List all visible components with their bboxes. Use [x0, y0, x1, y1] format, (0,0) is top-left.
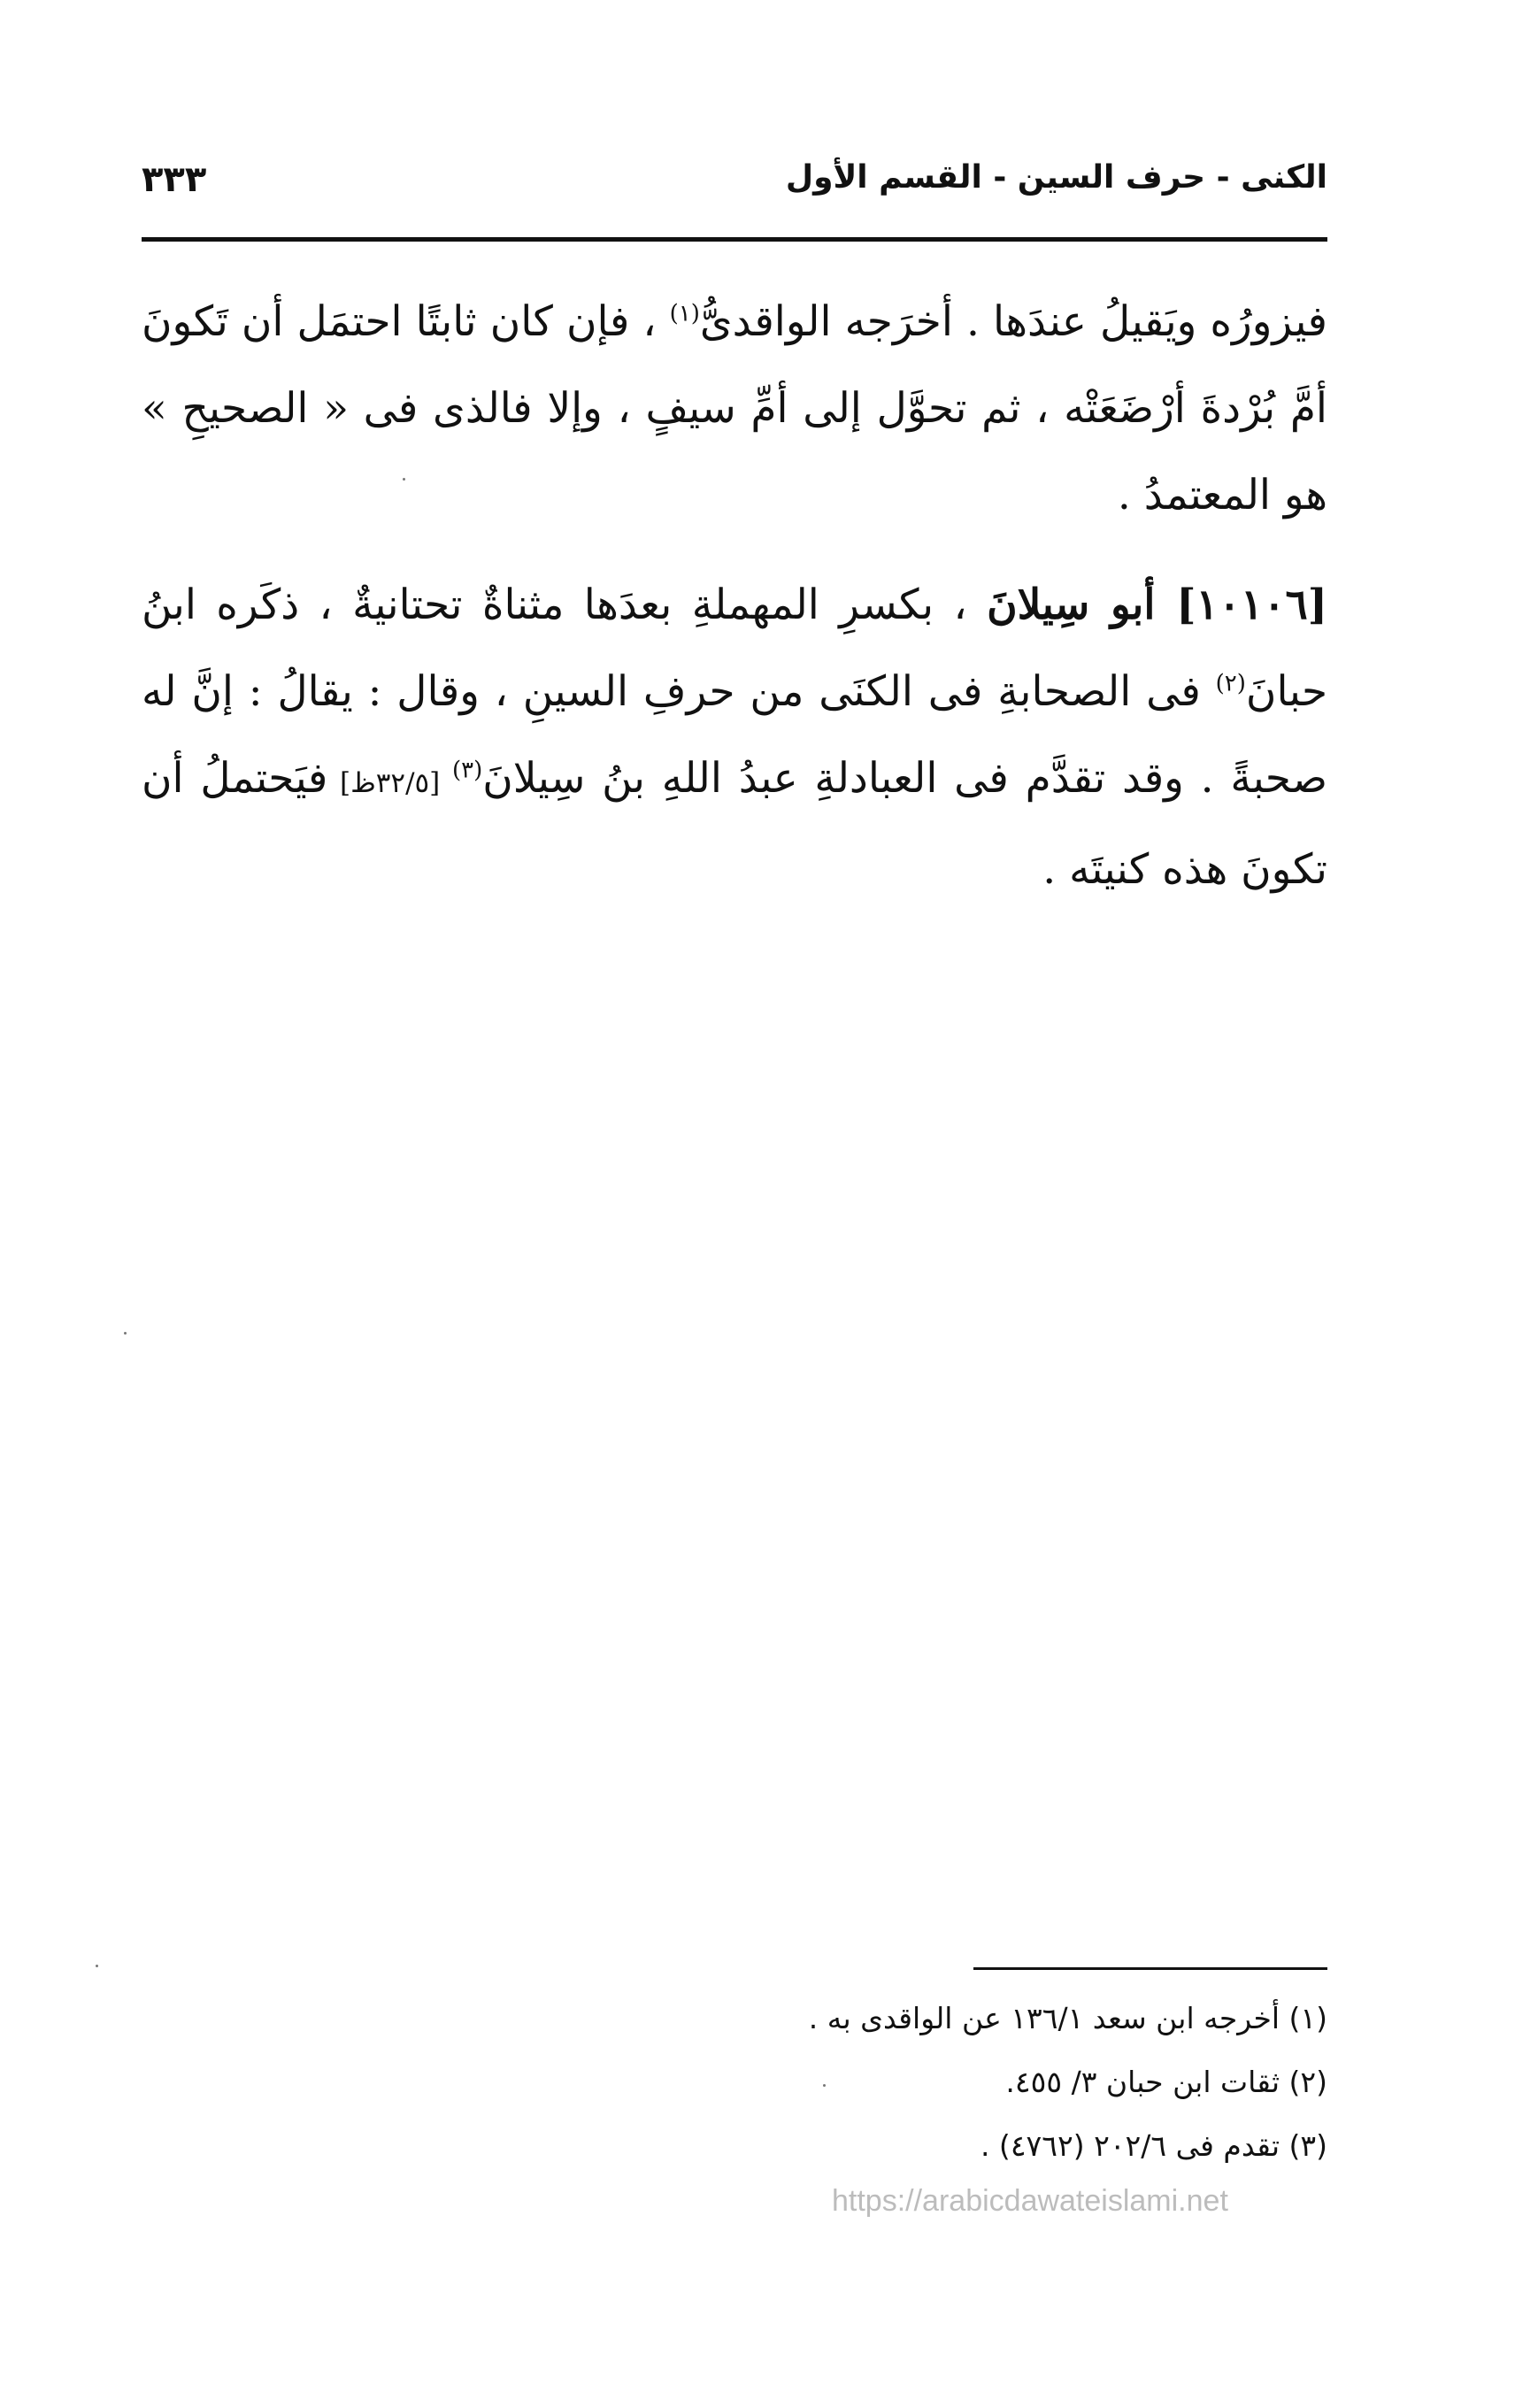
footnote-rule — [973, 1967, 1327, 1970]
page-number: ٣٣٣ — [142, 159, 207, 200]
paragraph-2-text-b: فى الصحابةِ فى الكنَى من حرفِ السينِ ، وقال : يقالُ : إنَّ له صحبةً . وقد تقدَّم فى العبادلةِ عبدُ اللهِ بنُ سِيلانَ — [142, 667, 1327, 803]
footnote-ref-3: (٣) — [451, 757, 483, 784]
main-text — [142, 279, 1327, 913]
scan-speck — [403, 478, 405, 481]
entry-number: [١٠١٠٦] — [1176, 581, 1327, 629]
entry-name: أبو سِيلانَ — [987, 581, 1177, 629]
footnotes — [496, 1987, 1327, 2178]
header-rule — [142, 237, 1327, 242]
scan-speck — [96, 1965, 98, 1967]
paragraph-1-text-b: ، فإن كان ثابتًا احتمَل أن تَكونَ أمَّ بُرْدةَ أرْضَعَتْه ، ثم تحوَّل إلى أمِّ سيفٍ ، وإلا فالذى فى « الصحيحِ » هو المعتمدُ . — [142, 297, 1327, 519]
paragraph-2-text-a: ، بكسرِ المهملةِ بعدَها مثناةٌ تحتانيةٌ ، ذكَره ابنُ حبانَ — [142, 581, 1327, 716]
folio-marker: [٣٢/٥ظ] — [327, 767, 452, 799]
running-title: الكنى - حرف السين - القسم الأول — [785, 159, 1327, 196]
footnote-2: (٢) ثقات ابن حبان ٣/ ٤٥٥. — [1005, 2065, 1327, 2099]
scan-speck — [823, 2084, 826, 2087]
paragraph-2 — [142, 562, 1327, 913]
footnote-ref-2: (٢) — [1215, 670, 1246, 697]
footnote-1: (١) أخرجه ابن سعد ١٣٦/١ عن الواقدى به . — [808, 2001, 1327, 2035]
watermark-url: https://arabicdawateislami.net — [832, 2184, 1228, 2218]
page-header — [142, 150, 1327, 221]
footnote-ref-1: (١) — [669, 300, 700, 327]
paragraph-2-text-c: فيَحتملُ أن تكونَ هذه كنيتَه . — [142, 754, 1327, 894]
footnote-3: (٣) تقدم فى ٢٠٢/٦ (٤٧٦٢) . — [980, 2128, 1327, 2163]
paragraph-1-text-a: فيزورُه ويَقيلُ عندَها . أخرَجه الواقدىُّ — [699, 297, 1328, 346]
scan-speck — [124, 1332, 127, 1335]
paragraph-1 — [142, 279, 1327, 539]
